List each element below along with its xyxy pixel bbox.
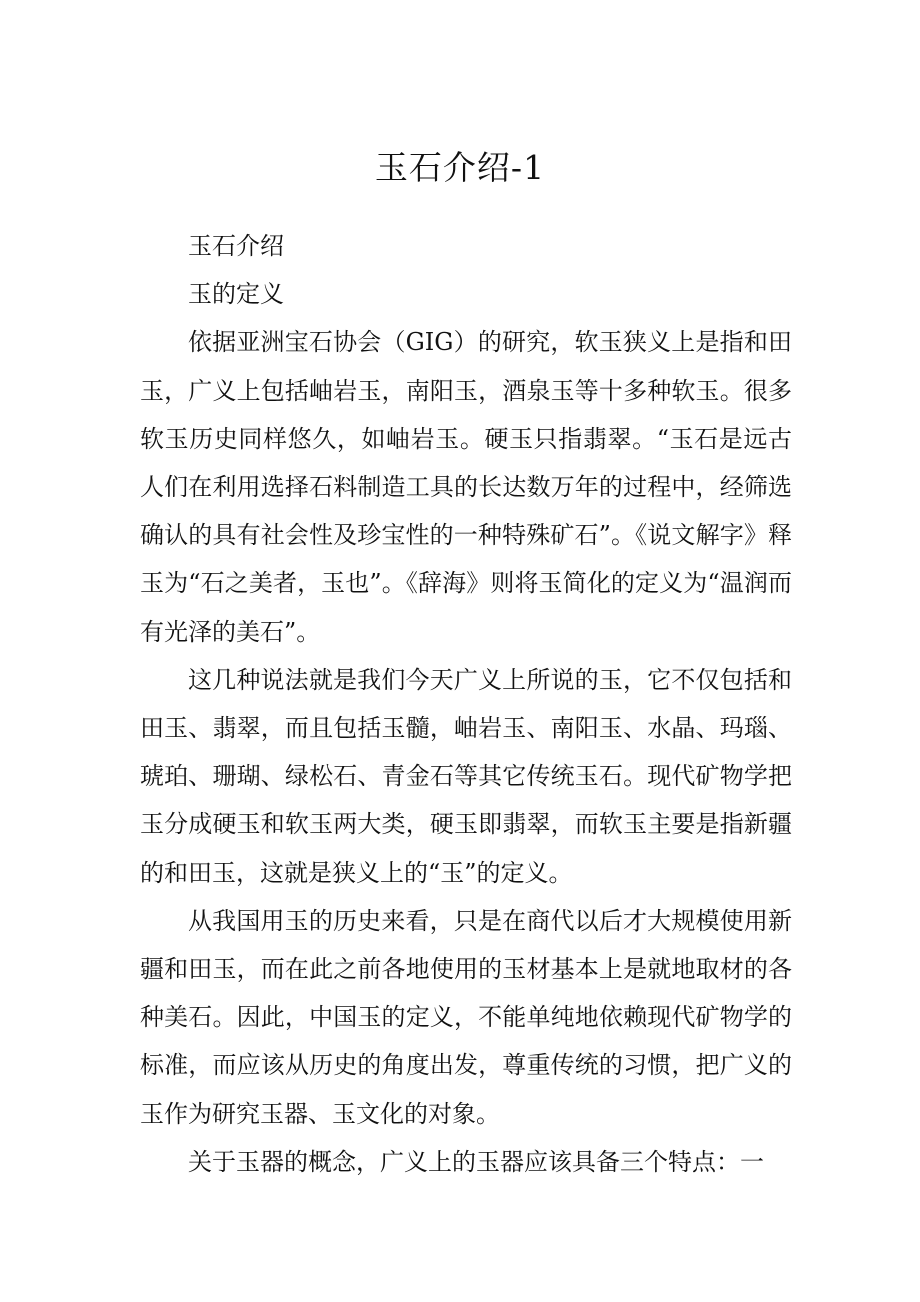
paragraph-broad-sense: 这几种说法就是我们今天广义上所说的玉，它不仅包括和田玉、翡翠，而且包括玉髓，岫岩玉、南阳玉、水晶、玛瑙、琥珀、珊瑚、绿松石、青金石等其它传统玉石。现代矿物学把玉分成硬玉和软玉两大类，硬玉即翡翠，而软玉主要是指新疆的和田玉，这就是狭义上的“玉”的定义。 [140,665,792,887]
heading-jade-intro: 玉石介绍 [188,232,284,260]
paragraph-jade-ware-concept: 关于玉器的概念，广义上的玉器应该具备三个特点：一 [188,1147,764,1176]
paragraph-definition: 依据亚洲宝石协会（GIG）的研究，软玉狭义上是指和田玉，广义上包括岫岩玉，南阳玉，酒泉玉等十多种软玉。很多软玉历史同样悠久，如岫岩玉。硬玉只指翡翠。“玉石是远古人们在利用选择石料制造工具的长达数万年的过程中，经筛选确认的具有社会性及珍宝性的一种特殊矿石”。《说文解字》释玉为“石之美者，玉也”。《辞海》则将玉简化的定义为“温润而有光泽的美石”。 [140,328,792,646]
document-title: 玉石介绍-1 [374,148,546,187]
heading-jade-definition: 玉的定义 [188,280,284,309]
paragraph-history: 从我国用玉的历史来看，只是在商代以后才大规模使用新疆和田玉，而在此之前各地使用的玉材基本上是就地取材的各种美石。因此，中国玉的定义，不能单纯地依赖现代矿物学的标准，而应该从历史的角度出发，尊重传统的习惯，把广义的玉作为研究玉器、玉文化的对象。 [140,906,792,1128]
document-body [140,222,792,1186]
